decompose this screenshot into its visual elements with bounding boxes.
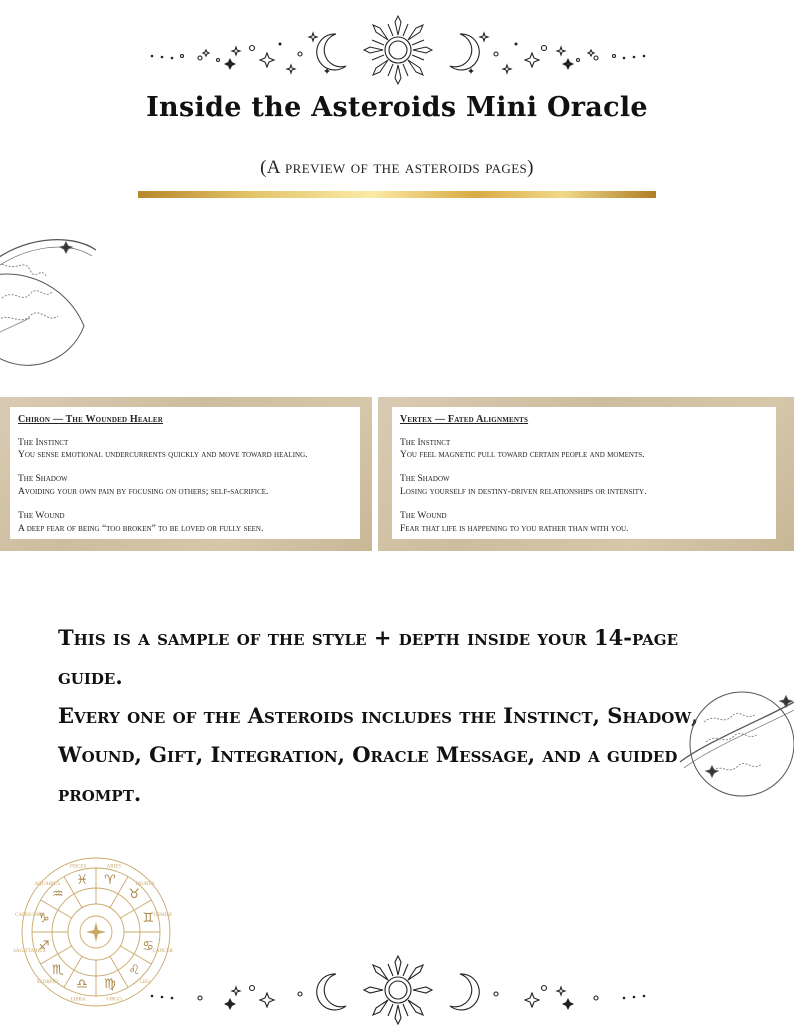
zodiac-glyph-icon: ♎	[76, 977, 88, 993]
zodiac-glyph-icon: ♑	[38, 911, 50, 927]
page-title: Inside the Asteroids Mini Oracle	[146, 92, 648, 123]
section-text: Fear that life is happening to you rather than with you.	[400, 523, 629, 534]
chiron-card	[10, 407, 360, 539]
top-celestial-border-icon	[140, 8, 656, 88]
body-text	[58, 618, 738, 813]
body-paragraph: This is a sample of the style + depth inside your 14-page guide.	[58, 625, 679, 689]
zodiac-name-label: SCORPIO	[36, 979, 58, 985]
zodiac-name-label: GEMINI	[153, 913, 172, 919]
zodiac-name-label: LEO	[139, 979, 150, 985]
zodiac-glyph-icon: ♍	[104, 977, 116, 993]
zodiac-glyph-icon: ♉	[128, 886, 141, 902]
vertex-card-panel	[378, 397, 794, 551]
zodiac-glyph-icon: ♒	[51, 886, 64, 902]
section-label: The Instinct	[400, 437, 451, 448]
zodiac-glyph-icon: ♌	[128, 963, 141, 979]
page-subtitle: (A preview of the asteroids pages)	[260, 157, 534, 178]
zodiac-name-label: TAURUS	[134, 882, 155, 888]
sun-icon	[364, 956, 432, 1024]
zodiac-name-label: CAPRICORN	[15, 913, 44, 919]
card-section-instinct	[400, 437, 768, 463]
zodiac-glyph-icon: ♓	[76, 872, 88, 888]
bottom-celestial-border-icon	[140, 948, 656, 1028]
body-paragraph: Every one of the Asteroids includes the Instinct, Shadow, Wound, Gift, Integration, Oracle Message, and a guided prompt.	[58, 703, 699, 806]
zodiac-glyph-icon: ♏	[51, 963, 64, 979]
zodiac-name-label: AQUARIUS	[34, 882, 61, 888]
zodiac-glyph-icon: ♐	[38, 938, 50, 954]
card-section-wound	[18, 510, 352, 536]
zodiac-name-label: ARIES	[106, 864, 122, 870]
section-text: A deep fear of being “too broken” to be loved or fully seen.	[18, 523, 264, 534]
chiron-card-panel	[0, 397, 372, 551]
gold-divider	[138, 191, 656, 198]
sun-icon	[364, 16, 432, 84]
crescent-moon-icon	[450, 974, 479, 1010]
planet-ring-icon	[676, 682, 794, 814]
section-label: The Wound	[18, 510, 65, 521]
card-title: Chiron — The Wounded Healer	[18, 414, 163, 425]
zodiac-name-label: VIRGO	[105, 997, 122, 1003]
section-label: The Wound	[400, 510, 447, 521]
section-text: You feel magnetic pull toward certain people and moments.	[400, 450, 645, 461]
zodiac-name-label: PISCES	[69, 864, 87, 870]
zodiac-name-label: CANCER	[152, 948, 173, 954]
crescent-moon-icon	[317, 974, 346, 1010]
crescent-moon-icon	[450, 34, 479, 70]
section-label: The Shadow	[400, 474, 450, 485]
card-section-instinct	[18, 437, 352, 463]
section-text: Losing yourself in destiny-driven relationships or intensity.	[400, 486, 647, 497]
crescent-moon-icon	[317, 34, 346, 70]
section-text: You sense emotional undercurrents quickly and move toward healing.	[18, 450, 308, 461]
section-label: The Shadow	[18, 474, 68, 485]
zodiac-name-label: SAGITTARIUS	[13, 948, 46, 954]
section-label: The Instinct	[18, 437, 69, 448]
zodiac-glyph-icon: ♈	[104, 872, 116, 888]
planet-ring-icon	[0, 228, 92, 354]
vertex-card	[392, 407, 776, 539]
card-section-shadow	[400, 473, 768, 499]
card-title: Vertex — Fated Alignments	[400, 414, 529, 425]
card-section-shadow	[18, 473, 352, 499]
section-text: Avoiding your own pain by focusing on others; self-sacrifice.	[18, 486, 269, 497]
zodiac-name-label: LIBRA	[70, 997, 86, 1003]
zodiac-glyph-icon: ♋	[142, 938, 154, 954]
zodiac-glyph-icon: ♊	[142, 911, 154, 927]
card-section-wound	[400, 510, 768, 536]
